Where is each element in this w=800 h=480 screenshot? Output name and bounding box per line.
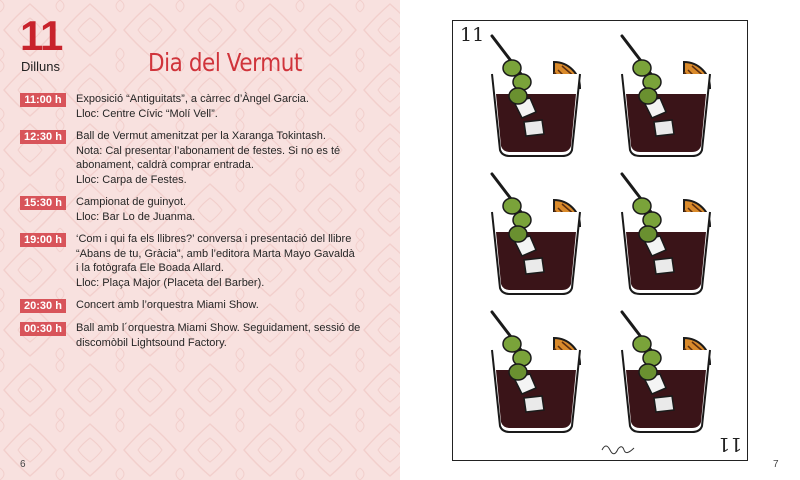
artist-signature-icon	[600, 440, 636, 456]
time-badge: 11:00 h	[20, 93, 66, 107]
entry-line: Nota: Cal presentar l’abonament de festes. Si no es té	[76, 144, 341, 157]
page-number-left: 6	[20, 459, 26, 470]
time-badge: 19:00 h	[20, 233, 66, 247]
entry-line: “Abans de tu, Gràcia”, amb l’editora Marta Mayo Gavaldà	[76, 247, 355, 260]
card-number-bottom: 11	[718, 433, 743, 455]
entry-line: Concert amb l’orquestra Miami Show.	[76, 299, 259, 311]
entry-line: Ball de Vermut amenitzat per la Xaranga Tokintash.	[76, 130, 326, 142]
entry-line: Lloc: Carpa de Festes.	[76, 173, 187, 186]
page-number-right: 7	[773, 459, 779, 470]
vermouth-glass-icon	[614, 170, 718, 298]
entry-line: ‘Com i qui fa els llibres?’ conversa i presentació del llibre	[76, 233, 352, 245]
entry-line: Campionat de guinyot.	[76, 196, 187, 208]
entry-line: i la fotògrafa Ele Boada Allard.	[76, 262, 224, 274]
entry-line: discomòbil Lightsound Factory.	[76, 336, 227, 349]
entry-line: Ball amb l´orquestra Miami Show. Seguidament, sessió de	[76, 322, 361, 334]
page-title: Dia del Vermut	[148, 48, 302, 77]
entry-description	[76, 195, 386, 224]
vermouth-glass-icon	[484, 170, 588, 298]
entry-line: Lloc: Bar Lo de Juanma.	[76, 210, 196, 223]
entry-line: Lloc: Centre Cívic “Molí Vell”.	[76, 107, 218, 120]
entry-description	[76, 321, 386, 350]
vermouth-glass-icon	[484, 308, 588, 436]
vermouth-glass-icon	[484, 32, 588, 160]
time-badge: 12:30 h	[20, 130, 66, 144]
entry-description	[76, 298, 386, 313]
entry-description	[76, 232, 386, 290]
schedule-entry	[20, 195, 390, 224]
entry-description	[76, 92, 386, 121]
vermouth-glass-icon	[614, 32, 718, 160]
entry-line: Lloc: Plaça Major (Placeta del Barber).	[76, 276, 265, 289]
entry-line: abonament, caldrà comprar entrada.	[76, 159, 254, 171]
schedule-list	[20, 92, 390, 358]
day-number: 11	[20, 12, 63, 59]
entry-description	[76, 129, 386, 187]
card-number-top: 11	[460, 24, 485, 46]
day-name: Dilluns	[21, 59, 61, 74]
schedule-entry	[20, 232, 390, 290]
time-badge: 20:30 h	[20, 299, 66, 313]
time-badge: 15:30 h	[20, 196, 66, 210]
schedule-entry	[20, 298, 390, 313]
schedule-entry	[20, 92, 390, 121]
schedule-entry	[20, 129, 390, 187]
entry-line: Exposició “Antiguitats”, a càrrec d’Àngel Garcia.	[76, 93, 309, 105]
time-badge: 00:30 h	[20, 322, 66, 336]
schedule-entry	[20, 321, 390, 350]
vermouth-glass-icon	[614, 308, 718, 436]
